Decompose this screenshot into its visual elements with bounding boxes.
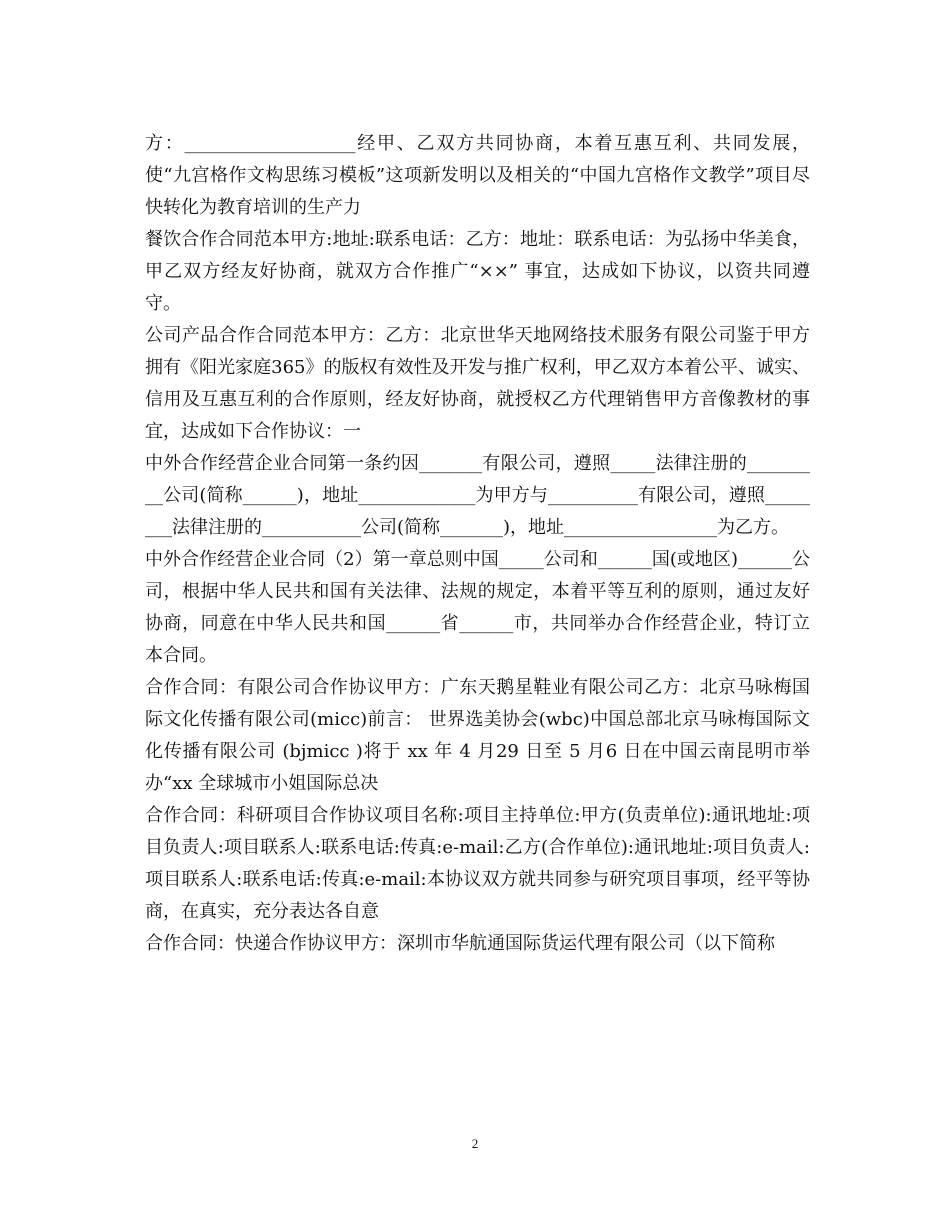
paragraph-1: 方：___________________经甲、乙双方共同协商，本着互惠互利、共同发展，使“九宫格作文构思练习模板”这项新发明以及相关的“中国九宫格作文教学”项目尽快转化为教育培训的生产力	[145, 133, 810, 218]
page-number: 2	[471, 1136, 479, 1151]
document-body	[145, 128, 810, 960]
paragraph-2: 餐饮合作合同范本甲方:地址:联系电话：乙方：地址：联系电话：为弘扬中华美食，甲乙双方经友好协商，就双方合作推广“××” 事宜，达成如下协议，以资共同遵守。	[145, 229, 810, 314]
paragraph-3: 公司产品合作合同范本甲方：乙方：北京世华天地网络技术服务有限公司鉴于甲方拥有《阳光家庭365》的版权有效性及开发与推广权利，甲乙双方本着公平、诚实、信用及互惠互利的合作原则，经友好协商，就授权乙方代理销售甲方音像教材的事宜，达成如下合作协议：一	[145, 325, 810, 442]
paragraph-7: 合作合同：科研项目合作协议项目名称:项目主持单位:甲方(负责单位):通讯地址:项目负责人:项目联系人:联系电话:传真:e-mail:乙方(合作单位):通讯地址:项目负责人:项目联系人:联系电话:传真:e-mail:本协议双方就共同参与研究项目事项，经平等协商，在真实，充分表达各自意	[145, 805, 810, 922]
paragraph-5: 中外合作经营企业合同（2）第一章总则中国_____公司和______国(或地区)______公司，根据中华人民共和国有关法律、法规的规定，本着平等互利的原则，通过友好协商，同意在中华人民共和国______省______市，共同举办合作经营企业，特订立本合同。	[145, 549, 810, 666]
paragraph-4: 中外合作经营企业合同第一条约因_______有限公司，遵照_____法律注册的_________公司(简称______)，地址_____________为甲方与__________有限公司，遵照________法律注册的___________公司(简称_______)，地址_________________为乙方。	[145, 453, 810, 538]
paragraph-6: 合作合同：有限公司合作协议甲方：广东天鹅星鞋业有限公司乙方：北京马咏梅国际文化传播有限公司(micc)前言： 世界选美协会(wbc)中国总部北京马咏梅国际文化传播有限公司 (bjmicc )将于 xx 年 4 月29 日至 5 月6 日在中国云南昆明市举办“xx 全球城市小姐国际总决	[145, 677, 810, 794]
paragraph-8: 合作合同：快递合作协议甲方：深圳市华航通国际货运代理有限公司（以下简称	[145, 933, 775, 954]
